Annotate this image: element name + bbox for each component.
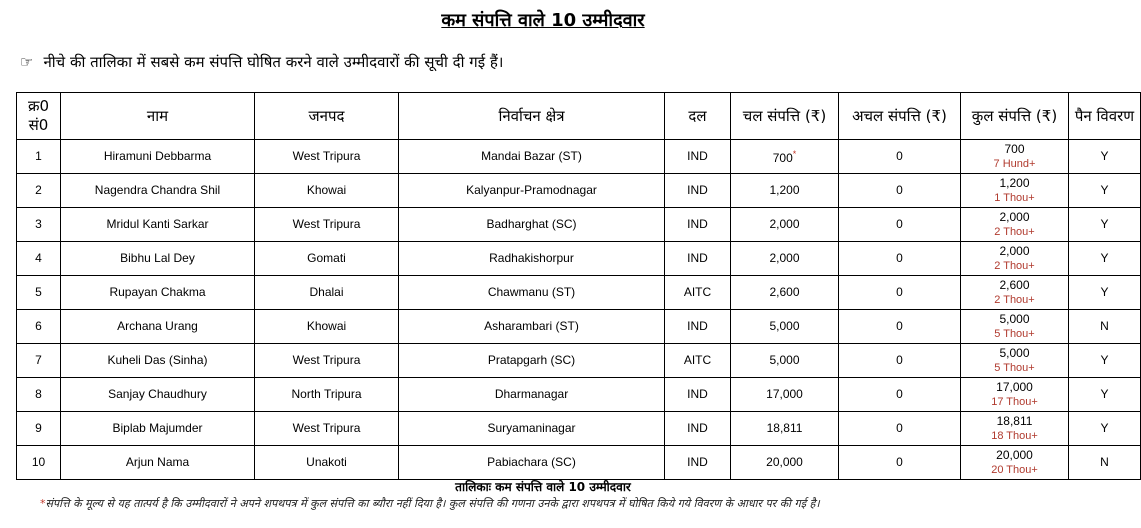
- cell-district: West Tripura: [255, 412, 399, 446]
- movable-value: 700: [772, 151, 793, 165]
- total-words: 2 Thou+: [994, 225, 1035, 238]
- low-assets-table: [16, 92, 1141, 480]
- table-row: [17, 446, 1141, 480]
- cell-immovable: 0: [839, 344, 961, 378]
- total-value: 18,811: [996, 413, 1033, 428]
- page-title: कम संपत्ति वाले 10 उम्मीदवार: [441, 10, 645, 31]
- movable-value: 2,000: [769, 217, 800, 231]
- cell-movable: [731, 276, 839, 310]
- cell-name: Sanjay Chaudhury: [61, 378, 255, 412]
- cell-immovable: 0: [839, 378, 961, 412]
- cell-immovable: 0: [839, 208, 961, 242]
- cell-name: Biplab Majumder: [61, 412, 255, 446]
- cell-constituency: Asharambari (ST): [399, 310, 665, 344]
- cell-immovable: 0: [839, 242, 961, 276]
- table-row: [17, 242, 1141, 276]
- cell-party: IND: [665, 412, 731, 446]
- cell-sno: 10: [17, 446, 61, 480]
- movable-value: 1,200: [769, 183, 800, 197]
- total-value: 2,000: [999, 209, 1030, 224]
- total-value: 700: [1004, 141, 1025, 156]
- cell-pan: Y: [1069, 208, 1141, 242]
- cell-sno: 5: [17, 276, 61, 310]
- cell-constituency: Pabiachara (SC): [399, 446, 665, 480]
- cell-movable: [731, 140, 839, 174]
- cell-total: [961, 310, 1069, 344]
- cell-pan: Y: [1069, 242, 1141, 276]
- cell-total: [961, 140, 1069, 174]
- cell-movable: [731, 378, 839, 412]
- cell-name: Bibhu Lal Dey: [61, 242, 255, 276]
- cell-name: Mridul Kanti Sarkar: [61, 208, 255, 242]
- cell-party: IND: [665, 208, 731, 242]
- footnote-marker: *: [792, 149, 797, 159]
- movable-value: 5,000: [769, 353, 800, 367]
- intro-text: नीचे की तालिका में सबसे कम संपत्ति घोषित करने वाले उम्मीदवारों की सूची दी गई हैं।: [43, 53, 504, 71]
- cell-constituency: Mandai Bazar (ST): [399, 140, 665, 174]
- cell-immovable: 0: [839, 276, 961, 310]
- cell-district: Khowai: [255, 310, 399, 344]
- cell-name: Rupayan Chakma: [61, 276, 255, 310]
- total-value: 5,000: [999, 311, 1030, 326]
- cell-name: Nagendra Chandra Shil: [61, 174, 255, 208]
- cell-pan: Y: [1069, 140, 1141, 174]
- cell-movable: [731, 310, 839, 344]
- movable-value: 17,000: [766, 387, 803, 401]
- table-caption: तालिकाः कम संपत्ति वाले 10 उम्मीदवार: [455, 480, 631, 494]
- cell-sno: 9: [17, 412, 61, 446]
- cell-constituency: Chawmanu (ST): [399, 276, 665, 310]
- table-row: [17, 378, 1141, 412]
- table-header-row: [17, 93, 1141, 140]
- cell-immovable: 0: [839, 140, 961, 174]
- cell-total: [961, 208, 1069, 242]
- cell-name: Arjun Nama: [61, 446, 255, 480]
- footnote: [40, 496, 820, 511]
- total-words: 18 Thou+: [991, 429, 1038, 442]
- cell-immovable: 0: [839, 412, 961, 446]
- cell-total: [961, 378, 1069, 412]
- cell-sno: 6: [17, 310, 61, 344]
- movable-value: 2,000: [769, 251, 800, 265]
- table-row: [17, 208, 1141, 242]
- total-value: 20,000: [996, 447, 1033, 462]
- cell-sno: 8: [17, 378, 61, 412]
- cell-name: Kuheli Das (Sinha): [61, 344, 255, 378]
- cell-district: Unakoti: [255, 446, 399, 480]
- cell-sno: 3: [17, 208, 61, 242]
- movable-value: 18,811: [766, 421, 803, 435]
- total-value: 1,200: [999, 175, 1030, 190]
- total-value: 5,000: [999, 345, 1030, 360]
- table-row: [17, 140, 1141, 174]
- pointing-hand-icon: ☞: [20, 53, 34, 71]
- cell-movable: [731, 208, 839, 242]
- cell-pan: Y: [1069, 174, 1141, 208]
- movable-value: 2,600: [769, 285, 800, 299]
- cell-total: [961, 242, 1069, 276]
- total-words: 7 Hund+: [993, 157, 1036, 170]
- cell-name: Archana Urang: [61, 310, 255, 344]
- cell-movable: [731, 242, 839, 276]
- header-party: दल: [665, 93, 731, 140]
- cell-sno: 4: [17, 242, 61, 276]
- cell-party: IND: [665, 378, 731, 412]
- total-words: 5 Thou+: [994, 327, 1035, 340]
- cell-constituency: Badharghat (SC): [399, 208, 665, 242]
- cell-party: AITC: [665, 276, 731, 310]
- cell-constituency: Radhakishorpur: [399, 242, 665, 276]
- cell-name: Hiramuni Debbarma: [61, 140, 255, 174]
- cell-district: West Tripura: [255, 140, 399, 174]
- cell-movable: [731, 412, 839, 446]
- table-row: [17, 276, 1141, 310]
- cell-movable: [731, 174, 839, 208]
- cell-sno: 1: [17, 140, 61, 174]
- header-total: कुल संपत्ति (₹): [961, 93, 1069, 140]
- footnote-star: *: [40, 497, 46, 510]
- table-row: [17, 310, 1141, 344]
- table-row: [17, 174, 1141, 208]
- cell-party: IND: [665, 174, 731, 208]
- cell-immovable: 0: [839, 310, 961, 344]
- cell-movable: [731, 344, 839, 378]
- cell-pan: Y: [1069, 276, 1141, 310]
- table-row: [17, 412, 1141, 446]
- cell-total: [961, 344, 1069, 378]
- cell-constituency: Dharmanagar: [399, 378, 665, 412]
- total-words: 5 Thou+: [994, 361, 1035, 374]
- cell-immovable: 0: [839, 446, 961, 480]
- cell-party: IND: [665, 310, 731, 344]
- cell-pan: N: [1069, 310, 1141, 344]
- total-words: 1 Thou+: [994, 191, 1035, 204]
- cell-pan: Y: [1069, 378, 1141, 412]
- cell-constituency: Pratapgarh (SC): [399, 344, 665, 378]
- intro-line: [20, 52, 504, 72]
- cell-pan: Y: [1069, 344, 1141, 378]
- cell-party: IND: [665, 140, 731, 174]
- cell-district: Dhalai: [255, 276, 399, 310]
- cell-district: Gomati: [255, 242, 399, 276]
- cell-pan: N: [1069, 446, 1141, 480]
- cell-pan: Y: [1069, 412, 1141, 446]
- movable-value: 5,000: [769, 319, 800, 333]
- table-row: [17, 344, 1141, 378]
- cell-sno: 2: [17, 174, 61, 208]
- total-value: 17,000: [996, 379, 1033, 394]
- cell-party: IND: [665, 446, 731, 480]
- header-immovable: अचल संपत्ति (₹): [839, 93, 961, 140]
- header-movable: चल संपत्ति (₹): [731, 93, 839, 140]
- cell-total: [961, 446, 1069, 480]
- total-words: 20 Thou+: [991, 463, 1038, 476]
- footnote-text: संपत्ति के मूल्य से यह तात्पर्य है कि उम्मीदवारों ने अपने शपथपत्र में कुल संपत्ति का ब्यौरा नहीं दिया है। कुल संपत्ति की गणना उनके द्वारा शपथपत्र में घोषित किये गये विवरण के आधार पर की गई है।: [45, 497, 820, 510]
- cell-total: [961, 276, 1069, 310]
- cell-total: [961, 412, 1069, 446]
- cell-constituency: Suryamaninagar: [399, 412, 665, 446]
- cell-sno: 7: [17, 344, 61, 378]
- header-constituency: निर्वाचन क्षेत्र: [399, 93, 665, 140]
- cell-party: AITC: [665, 344, 731, 378]
- header-pan: पैन विवरण: [1069, 93, 1141, 140]
- total-words: 2 Thou+: [994, 259, 1035, 272]
- total-words: 2 Thou+: [994, 293, 1035, 306]
- total-value: 2,600: [999, 277, 1030, 292]
- header-sno: क्र0 सं0: [17, 93, 61, 140]
- total-words: 17 Thou+: [991, 395, 1038, 408]
- cell-total: [961, 174, 1069, 208]
- cell-district: Khowai: [255, 174, 399, 208]
- movable-value: 20,000: [766, 455, 803, 469]
- header-name: नाम: [61, 93, 255, 140]
- cell-district: West Tripura: [255, 344, 399, 378]
- cell-party: IND: [665, 242, 731, 276]
- cell-immovable: 0: [839, 174, 961, 208]
- cell-district: West Tripura: [255, 208, 399, 242]
- cell-movable: [731, 446, 839, 480]
- total-value: 2,000: [999, 243, 1030, 258]
- cell-constituency: Kalyanpur-Pramodnagar: [399, 174, 665, 208]
- cell-district: North Tripura: [255, 378, 399, 412]
- header-district: जनपद: [255, 93, 399, 140]
